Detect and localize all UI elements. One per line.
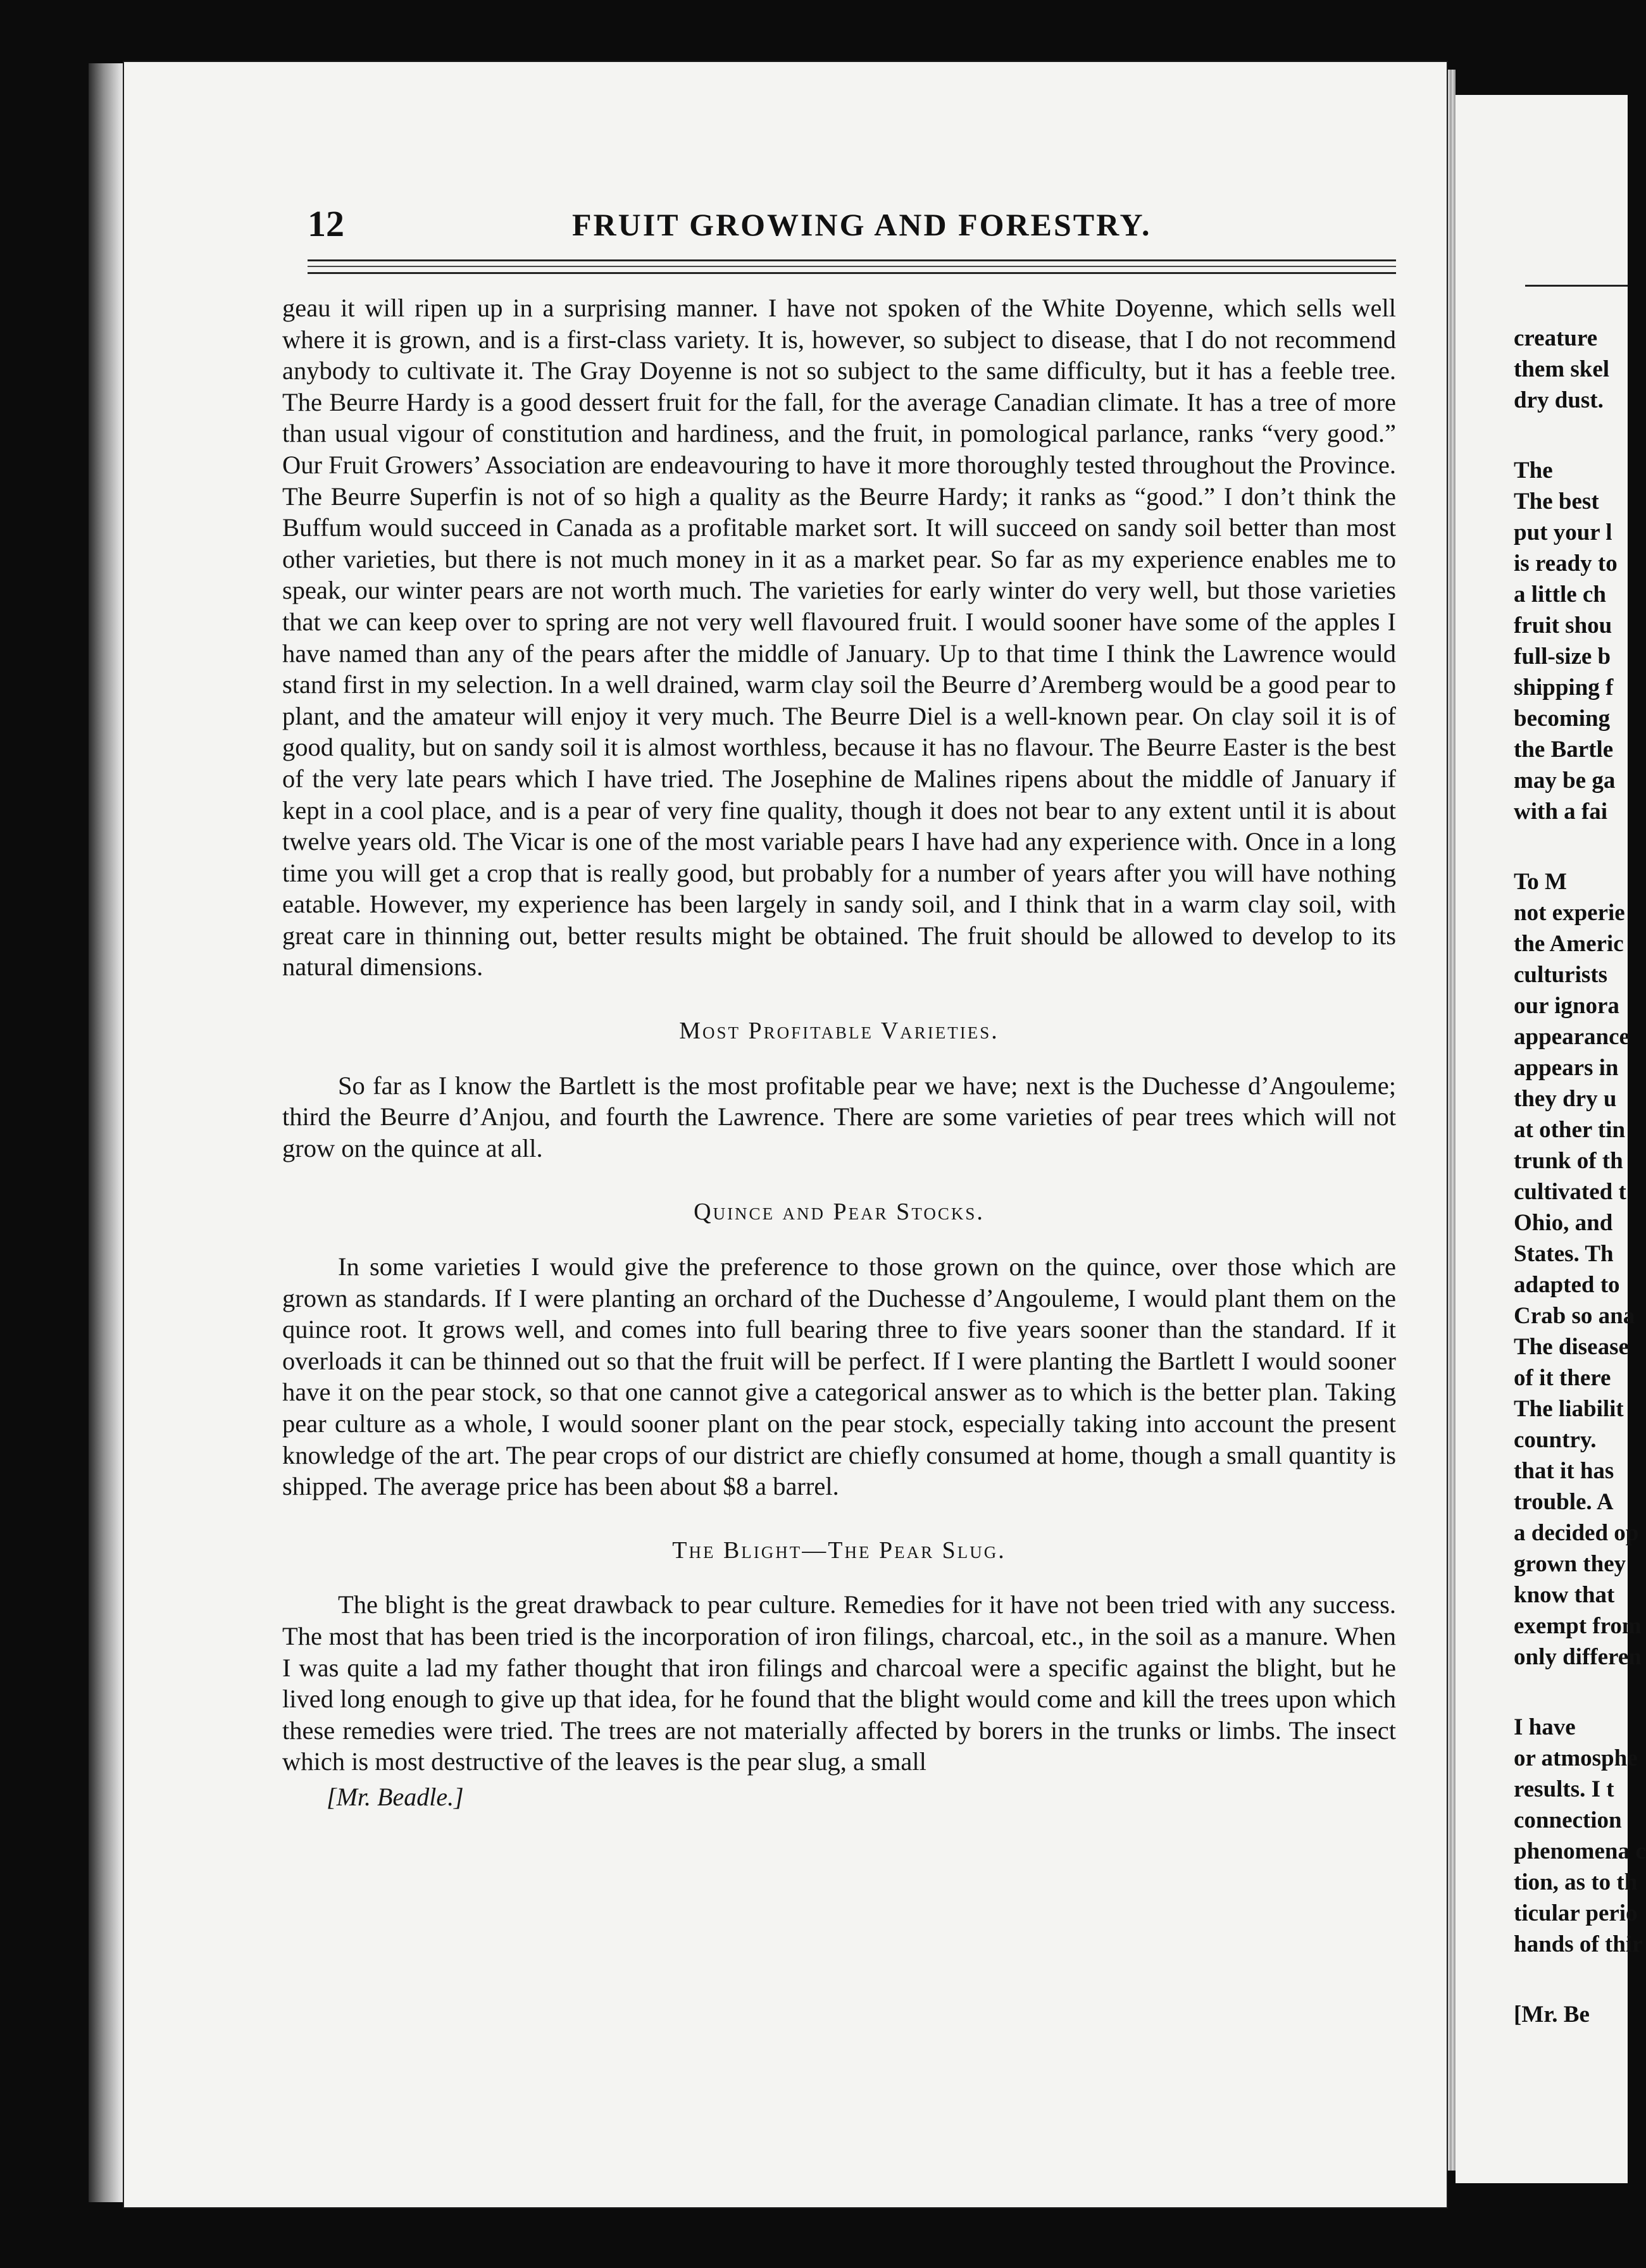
facing-page-line: trouble. A [1514,1489,1614,1515]
facing-page-line: them skel [1514,356,1610,382]
facing-page-line [1514,827,1646,866]
facing-page-line: I have [1514,1714,1576,1740]
facing-page-line: a little ch [1514,582,1606,608]
facing-page-line: The liabilit [1514,1396,1624,1422]
paragraph: geau it will ripen up in a surprising manner. I have not spoken of the White Doyenne, which sells well where it is grown, and is a first-class variety. It is, however, so subject to disease, that I do not recommend anybody to cultivate it. The Gray Doyenne is not so subject to the same difficulty, but it has a feeble tree. The Beurre Hardy is a good dessert fruit for the fall, for the average Canadian climate. It has a tree of more than usual vigour of constitution and hardiness, and the fruit, in pomological parlance, ranks “very good.” Our Fruit Growers’ Association are endeavouring to have it more thoroughly tested throughout the Province. The Beurre Superfin is not of so high a quality as the Beurre Hardy; it ranks as “good.” I don’t think the Buffum would succeed in Canada as a profitable market sort. It will succeed on sandy soil better than most other varieties, but there is not much money in it as a market pear. So far as my experience enables me to speak, our winter pears are not worth much. The varieties for early winter do very well, but those varieties that we can keep over to spring are not very well flavoured fruit. I would sooner have some of the apples I have named than any of the pears after the middle of January. Up to that time I think the Lawrence would stand first in my selection. In a well drained, warm clay soil the Beurre d’Aremberg would be a good pear to plant, and the amateur will enjoy it very much. The Beurre Diel is a well-known pear. On clay soil it is of good quality, but on sandy soil it is almost worthless, because it has no flavour. The Beurre Easter is the best of the very late pears which I have tried. The Josephine de Malines ripens about the middle of January if kept in a cool place, and is a pear of very fine quality, though it does not bear to any extent until it is about twelve years old. The Vicar is one of the most variable pears I have had any experience with. Once in a long time you will get a crop that is really good, but probably for a number of years after you will have nothing eatable. However, my experience has been largely in sandy soil, and I think that in a warm clay soil, with great care in thinning out, better results might be obtained. The fruit should be allowed to develop to its natural dimensions. [282,294,1396,981]
section-heading: Quince and Pear Stocks. [694,1199,985,1226]
facing-page-line: trunk of th [1514,1148,1623,1174]
paragraph: The blight is the great drawback to pear culture. Remedies for it have not been tried with any success. The most that has been tried is the incorporation of iron filings, charcoal, etc., in the soil as a manure. When I was quite a lad my father thought that iron filings and charcoal were a specific against the blight, but he lived long enough to give up that idea, for he found that the blight would come and kill the trees upon which these remedies were tried. The trees are not materially affected by borers in the trunks or limbs. The insect which is most destructive of the leaves is the pear slug, a small [282,1590,1396,1776]
article-body [282,292,1396,1813]
facing-page-line: or atmosphe [1514,1745,1638,1771]
facing-page-line: The best [1514,489,1599,514]
book-spine [89,63,127,2202]
facing-page-line: is ready to [1514,551,1618,576]
page-number: 12 [308,203,344,244]
facing-page-line: full-size b [1514,644,1611,670]
facing-page-line: they dry u [1514,1086,1617,1112]
facing-page-line [1514,1960,1646,1999]
facing-page-line: our ignora [1514,993,1619,1019]
facing-page-line: cultivated t [1514,1179,1626,1205]
facing-page-line: tion, as to th [1514,1869,1638,1895]
facing-page-line: To M [1514,869,1567,895]
facing-page-line: connection [1514,1807,1622,1833]
facing-page-line [1514,416,1646,455]
facing-page-line: a decided op [1514,1520,1639,1546]
facing-page-line: shipping f [1514,675,1614,701]
facing-page-text [1514,323,1646,2030]
facing-page-line: of it there [1514,1365,1611,1391]
paragraph: So far as I know the Bartlett is the most profitable pear we have; next is the Duchesse d’Angouleme; third the Beurre d’Anjou, and fourth the Lawrence. There are some varieties of pear trees which will not grow on the quince at all. [282,1071,1396,1162]
facing-page-line: ticular perio [1514,1900,1638,1926]
facing-page-line: adapted to [1514,1272,1620,1298]
running-title: FRUIT GROWING AND FORESTRY. [572,207,1152,242]
facing-page-line: grown they [1514,1551,1626,1577]
facing-page-line: creature [1514,325,1598,351]
facing-page-line: appears in [1514,1055,1619,1081]
facing-page-line: the Bartle [1514,737,1614,763]
facing-page-line: fruit shou [1514,613,1612,639]
facing-page-line: country. [1514,1427,1597,1453]
facing-page-line: that it has [1514,1458,1614,1484]
header-rule [308,259,1396,261]
facing-page-line: phenomena c [1514,1838,1646,1864]
facing-page-line: appearance [1514,1024,1630,1050]
section-heading: The Blight—The Pear Slug. [672,1536,1006,1564]
facing-page-line: hands of thir [1514,1931,1643,1957]
paragraph: In some varieties I would give the preference to those grown on the quince, over those which are grown as standards. If I were planting an orchard of the Duchesse d’Angouleme, I would plant them on the quince root. It grows well, and comes into full bearing three to five years sooner than the standard. If it overloads it can be thinned out so that the fruit will be perfect. If I were planting the Bartlett I would sooner have it on the pear stock, so that one cannot give a categorical answer as to which is the better plan. Taking pear culture as a whole, I would sooner plant on the pear stock, especially taking into account the present knowledge of the art. The pear crops of our district are chiefly consumed at home, though a small quantity is shipped. The average price has been about $8 a barrel. [282,1252,1396,1501]
facing-page-line: results. I t [1514,1776,1614,1802]
facing-page-rule [1525,285,1628,287]
facing-page-line: not experie [1514,900,1625,926]
facing-page-line: know that [1514,1582,1615,1608]
facing-page-line: Ohio, and [1514,1210,1613,1236]
section-heading: Most Profitable Varieties. [679,1018,999,1045]
facing-page-line: States. Th [1514,1241,1614,1267]
facing-page-line: only differen [1514,1644,1642,1670]
facing-page-line: The disease [1514,1334,1629,1360]
facing-page-line: dry dust. [1514,387,1604,413]
header-rule [308,272,1396,274]
facing-page-line [1514,1673,1646,1712]
speaker-attribution: [Mr. Beadle.] [327,1782,464,1811]
facing-page-line: put your l [1514,520,1612,545]
facing-page-line: Crab so ana [1514,1303,1635,1329]
facing-page-line: becoming [1514,706,1611,732]
facing-page-line: at other tin [1514,1117,1626,1143]
facing-page-line: exempt from [1514,1613,1642,1639]
facing-page-line: the Americ [1514,931,1624,957]
facing-page-line: may be ga [1514,768,1616,794]
facing-page-line: [Mr. Be [1514,2002,1590,2028]
facing-page-line: with a fai [1514,799,1607,825]
facing-page-line: culturists [1514,962,1607,988]
facing-page-line: The [1514,458,1553,483]
header-rule [308,266,1396,267]
